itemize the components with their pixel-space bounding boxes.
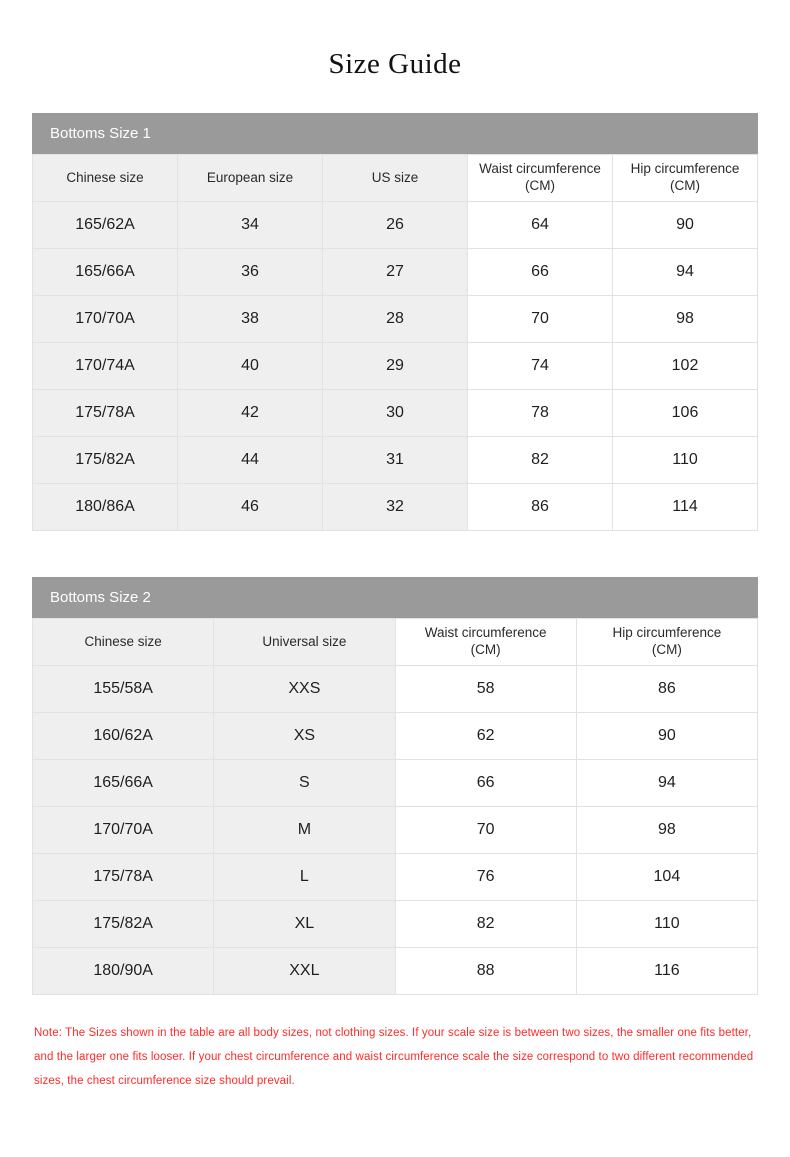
table-row — [33, 249, 758, 296]
cell-waist: 78 — [468, 390, 613, 437]
cell-chinese-size: 165/66A — [33, 249, 178, 296]
cell-hip: 94 — [613, 249, 758, 296]
cell-hip: 90 — [613, 202, 758, 249]
table-body — [33, 666, 758, 995]
cell-chinese-size: 160/62A — [33, 713, 214, 760]
cell-waist: 64 — [468, 202, 613, 249]
cell-waist: 82 — [468, 437, 613, 484]
table-row — [33, 948, 758, 995]
cell-hip: 110 — [576, 901, 757, 948]
table-header-row — [33, 619, 758, 666]
column-header-line1: US size — [371, 169, 419, 185]
cell-us-size: 26 — [323, 202, 468, 249]
column-header-line1: Waist circumference — [424, 625, 547, 641]
cell-waist: 62 — [395, 713, 576, 760]
cell-waist: 66 — [468, 249, 613, 296]
column-header-unit: (CM) — [651, 642, 682, 657]
cell-european-size: 46 — [178, 484, 323, 531]
table-row — [33, 484, 758, 531]
cell-waist: 66 — [395, 760, 576, 807]
column-header-line1: Chinese size — [84, 633, 162, 649]
cell-hip: 106 — [613, 390, 758, 437]
cell-us-size: 28 — [323, 296, 468, 343]
cell-us-size: 32 — [323, 484, 468, 531]
cell-chinese-size: 165/62A — [33, 202, 178, 249]
cell-universal-size: XXL — [214, 948, 395, 995]
cell-us-size: 29 — [323, 343, 468, 390]
cell-chinese-size: 175/82A — [33, 437, 178, 484]
bottoms-size-2-block — [32, 577, 758, 995]
cell-universal-size: XL — [214, 901, 395, 948]
column-header — [33, 155, 178, 202]
column-header — [178, 155, 323, 202]
cell-waist: 86 — [468, 484, 613, 531]
cell-waist: 70 — [395, 807, 576, 854]
table-row — [33, 901, 758, 948]
table-head — [33, 619, 758, 666]
table-row — [33, 437, 758, 484]
cell-european-size: 38 — [178, 296, 323, 343]
table-row — [33, 343, 758, 390]
cell-chinese-size: 170/70A — [33, 296, 178, 343]
cell-waist: 58 — [395, 666, 576, 713]
cell-chinese-size: 175/78A — [33, 854, 214, 901]
column-header-line1: Universal size — [262, 633, 347, 649]
table-head — [33, 155, 758, 202]
cell-hip: 102 — [613, 343, 758, 390]
cell-european-size: 42 — [178, 390, 323, 437]
bottoms-size-2-header: Bottoms Size 2 — [32, 577, 758, 618]
cell-waist: 74 — [468, 343, 613, 390]
column-header-line1: Hip circumference — [612, 625, 722, 641]
cell-us-size: 27 — [323, 249, 468, 296]
cell-chinese-size: 175/82A — [33, 901, 214, 948]
cell-european-size: 34 — [178, 202, 323, 249]
column-header-unit: (CM) — [525, 178, 555, 193]
page-title: Size Guide — [328, 48, 462, 80]
cell-waist: 82 — [395, 901, 576, 948]
cell-waist: 76 — [395, 854, 576, 901]
column-header — [468, 155, 613, 202]
cell-us-size: 30 — [323, 390, 468, 437]
bottoms-size-2-table — [32, 618, 758, 995]
column-header — [323, 155, 468, 202]
table-row — [33, 296, 758, 343]
cell-universal-size: S — [214, 760, 395, 807]
bottoms-size-1-block — [32, 113, 758, 531]
table-row — [33, 807, 758, 854]
cell-universal-size: XXS — [214, 666, 395, 713]
column-header-line1: European size — [206, 169, 294, 185]
table-row — [33, 666, 758, 713]
table-row — [33, 390, 758, 437]
column-header — [613, 155, 758, 202]
column-header — [395, 619, 576, 666]
bottoms-size-1-header: Bottoms Size 1 — [32, 113, 758, 154]
table-body — [33, 202, 758, 531]
cell-universal-size: XS — [214, 713, 395, 760]
cell-hip: 116 — [576, 948, 757, 995]
cell-hip: 104 — [576, 854, 757, 901]
cell-european-size: 44 — [178, 437, 323, 484]
cell-european-size: 40 — [178, 343, 323, 390]
cell-hip: 98 — [613, 296, 758, 343]
cell-waist: 70 — [468, 296, 613, 343]
cell-chinese-size: 170/74A — [33, 343, 178, 390]
cell-hip: 90 — [576, 713, 757, 760]
cell-chinese-size: 170/70A — [33, 807, 214, 854]
cell-chinese-size: 180/90A — [33, 948, 214, 995]
size-note: Note: The Sizes shown in the table are all body sizes, not clothing sizes. If your scale size is between two sizes, the smaller one fits better, and the larger one fits looser. If your chest circumference and waist circumference scale the size correspond to two different recommended sizes, the chest circumference size should prevail. — [34, 1027, 754, 1088]
table-row — [33, 760, 758, 807]
column-header-unit: (CM) — [670, 178, 700, 193]
column-header — [576, 619, 757, 666]
column-header-line1: Hip circumference — [630, 161, 740, 177]
table-row — [33, 202, 758, 249]
cell-hip: 98 — [576, 807, 757, 854]
cell-hip: 110 — [613, 437, 758, 484]
cell-european-size: 36 — [178, 249, 323, 296]
bottoms-size-1-table — [32, 154, 758, 531]
column-header-unit: (CM) — [470, 642, 501, 657]
cell-chinese-size: 155/58A — [33, 666, 214, 713]
cell-universal-size: L — [214, 854, 395, 901]
column-header — [33, 619, 214, 666]
table-header-row — [33, 155, 758, 202]
table-row — [33, 713, 758, 760]
cell-hip: 86 — [576, 666, 757, 713]
column-header-line1: Chinese size — [66, 169, 144, 185]
cell-chinese-size: 180/86A — [33, 484, 178, 531]
cell-hip: 94 — [576, 760, 757, 807]
table-row — [33, 854, 758, 901]
cell-hip: 114 — [613, 484, 758, 531]
cell-universal-size: M — [214, 807, 395, 854]
cell-chinese-size: 175/78A — [33, 390, 178, 437]
cell-chinese-size: 165/66A — [33, 760, 214, 807]
cell-us-size: 31 — [323, 437, 468, 484]
cell-waist: 88 — [395, 948, 576, 995]
column-header — [214, 619, 395, 666]
column-header-line1: Waist circumference — [479, 161, 601, 177]
